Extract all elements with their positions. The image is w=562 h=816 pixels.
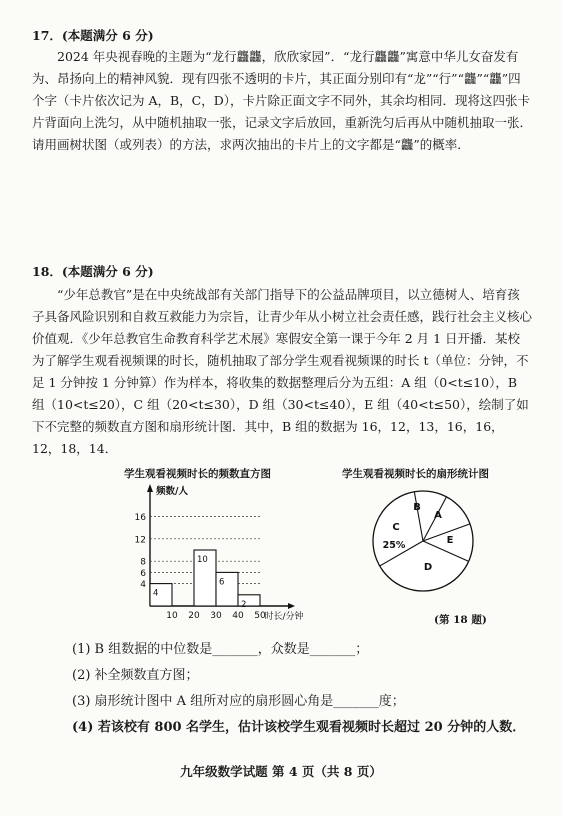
y-tick-label: 6: [140, 568, 146, 579]
x-tick-label: 30: [210, 611, 222, 621]
pie-plot: [373, 491, 473, 591]
y-tick-label: 12: [134, 535, 146, 546]
y-axis-arrow: [147, 484, 153, 492]
page-footer: 九年级数学试题 第 4 页（共 8 页）: [180, 764, 382, 779]
x-axis-label: 时长/分钟: [264, 612, 304, 622]
pie-slice-label: D: [423, 562, 433, 573]
y-tick-label: 16: [134, 512, 146, 523]
x-tick-label: 40: [232, 611, 244, 621]
pie-slice-label: A: [434, 510, 442, 521]
subquestion-3: (3) 扇形统计图中 A 组所对应的扇形圆心角是_______度；: [72, 694, 405, 709]
bar-value-label: 4: [153, 588, 159, 599]
x-tick-label: 20: [188, 611, 200, 621]
y-tick-label: 4: [140, 580, 146, 591]
bar-value-label: 6: [219, 577, 225, 588]
figure-caption: (第 18 题): [434, 614, 487, 626]
histogram-plot: [135, 484, 304, 622]
subquestion-4: (4) 若该校有 800 名学生，估计该校学生观看视频时长超过 20 分钟的人数．: [72, 720, 526, 735]
pie-percent-label: 25%: [382, 540, 406, 551]
y-axis-label: 频数/人: [156, 486, 188, 497]
pie-slice-label: C: [392, 522, 400, 533]
pie-slice-label: E: [446, 535, 454, 546]
pie-chart: [368, 486, 478, 596]
histogram-chart: [118, 480, 318, 630]
bar-value-label: 2: [241, 599, 247, 610]
q18-header: 18．(本题满分 6 分): [32, 264, 154, 279]
x-axis-arrow: [288, 603, 295, 609]
bar-value-label: 10: [197, 555, 208, 565]
q18-body: “少年总教官”是在中央统战部有关部门指导下的公益品牌项目，以立德树人、培育孩子具备风险识别和自救互救能力为宗旨，让青少年从小树立社会责任感，践行社会主义核心价值观．《少年总教官生命教育科学艺术展》寒假安全第一课于今年 2 月 1 日开播．某校为了解学生观看视频课的时长，随机抽取了部分学生观看视频课的时长 t（单位：分钟，不足 1 分钟按 1 分钟算）作为样本，将收集的数据整理后分为五组：A 组（0<t≤10），B 组（10<t≤20），C 组（20<t≤30），D 组（30<t≤40），E 组（40<t≤50），绘制了如下不完整的频数直方图和扇形统计图．其中，B 组的数据为 16，12，13，16，16，12，18，14．: [32, 287, 533, 456]
y-tick-label: 8: [140, 557, 146, 568]
pie-title: 学生观看视频时长的扇形统计图: [342, 468, 489, 480]
x-tick-label: 50: [254, 611, 266, 621]
pie-slice-label: B: [413, 502, 421, 513]
histogram-title: 学生观看视频时长的频数直方图: [124, 468, 271, 480]
subquestion-1: (1) B 组数据的中位数是_______，众数是_______；: [72, 642, 369, 657]
q17-body: 2024 年央视春晚的主题为“龙行龘龘，欣欣家园”．“龙行龘龘”寓意中华儿女奋发有为、昂扬向上的精神风貌．现有四张不透明的卡片，其正面分别印有“龙”“行”“龘”“龘”四个字（卡片依次记为 A，B，C，D），卡片除正面文字不同外，其余均相同．现将这四张卡片背面向上洗匀，从中随机抽取一张，记录文字后放回，重新洗匀后再从中随机抽取一张．请用画树状图（或列表）的方法，求两次抽出的卡片上的文字都是“龘”的概率．: [32, 49, 533, 152]
x-tick-label: 10: [166, 611, 178, 621]
q17-header: 17．(本题满分 6 分): [32, 28, 154, 43]
subquestion-2: (2) 补全频数直方图；: [72, 668, 199, 683]
